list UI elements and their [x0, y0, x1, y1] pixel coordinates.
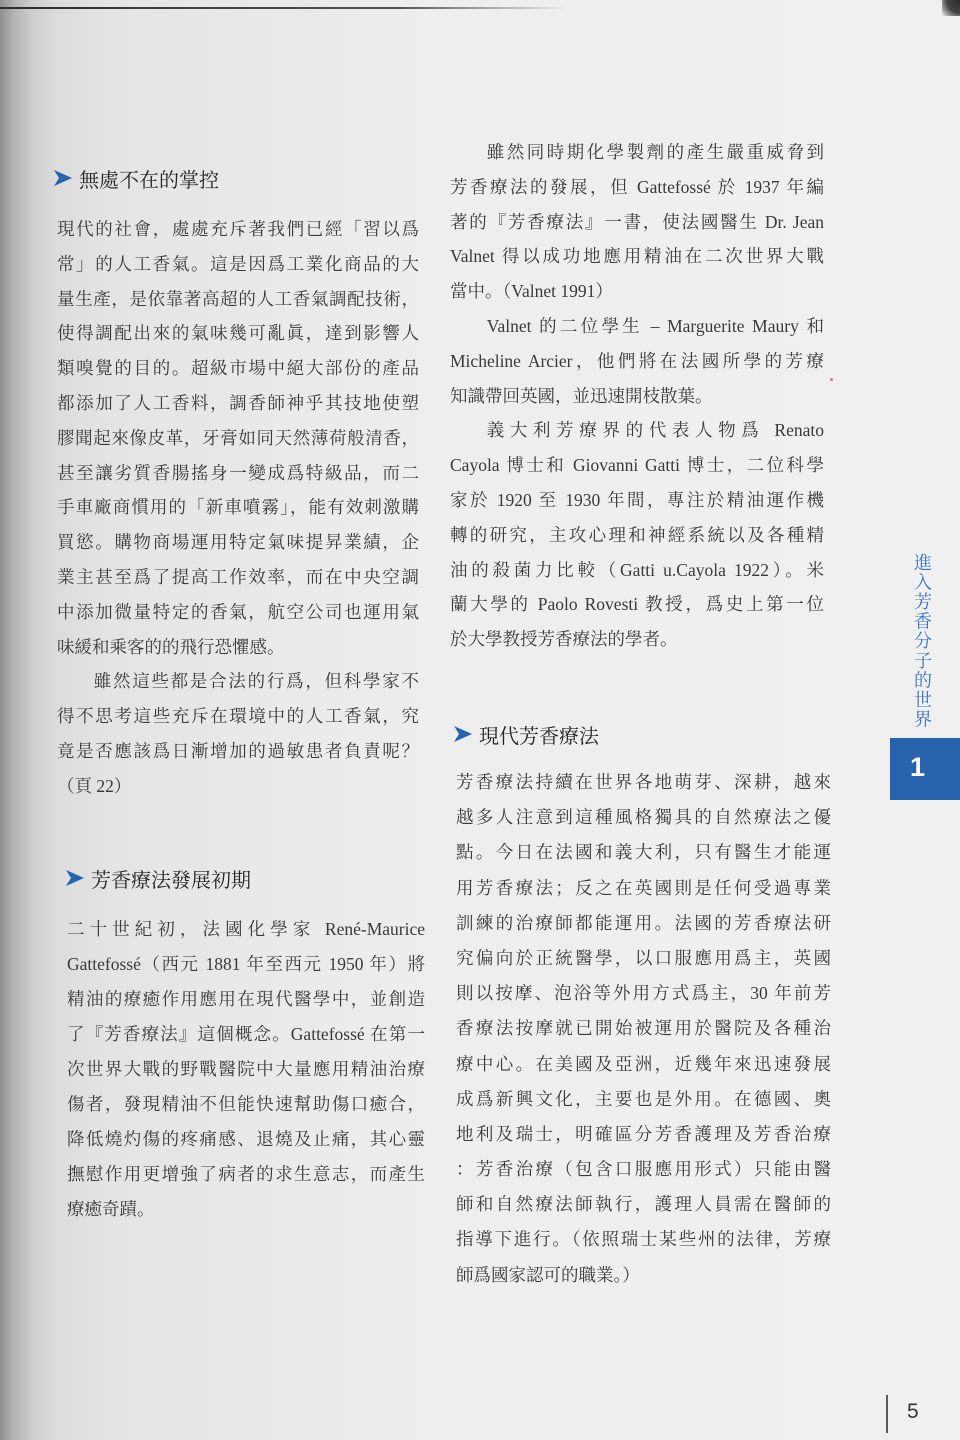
section-body: [57, 212, 419, 804]
text-line: 味緩和乘客的的飛行恐懼感。: [57, 636, 285, 657]
section-heading-text: 無處不在的掌控: [79, 169, 219, 192]
section-body: [450, 135, 824, 657]
section-heading: [54, 163, 219, 193]
text-line: 了『芳香療法』這個概念。Gattefossé 在第一: [67, 1024, 425, 1044]
text-line: 傷者，發現精油不但能快速幫助傷口癒合，: [67, 1094, 425, 1114]
chapter-number: 1: [910, 752, 926, 782]
text-line: 地利及瑞士，明確區分芳香護理及芳香治療: [456, 1123, 831, 1144]
text-line: 次世界大戰的野戰醫院中大量應用精油治療: [67, 1059, 425, 1079]
text-line: 點。今日在法國和義大利，只有醫生才能運: [456, 842, 831, 863]
text-line: 家於 1920 至 1930 年間，專注於精油運作機: [450, 489, 824, 510]
text-line: 義大利芳療界的代表人物爲 Renato: [486, 420, 824, 441]
text-line: 降低燒灼傷的疼痛感、退燒及止痛，其心靈: [67, 1129, 425, 1149]
paragraph: [450, 413, 824, 657]
text-line: 師爲國家認可的職業。）: [456, 1264, 640, 1285]
text-line: 芳香療法的發展，但 Gattefossé 於 1937 年編: [450, 176, 824, 197]
arrowhead-right-icon: [454, 725, 472, 743]
text-line: 指導下進行。（依照瑞士某些州的法律，芳療: [456, 1229, 831, 1250]
text-line: 使得調配出來的氣味幾可亂眞，達到影響人: [57, 323, 419, 344]
arrowhead-right-icon: [66, 869, 84, 887]
page-number-rule: [886, 1395, 888, 1433]
text-line: 香療法按摩就已開始被運用於醫院及各種治: [456, 1018, 831, 1039]
chapter-title-vertical: 進入芳香分子的世界: [911, 553, 932, 730]
text-line: 知識帶回英國，並迅速開枝散葉。: [450, 385, 713, 406]
text-line: Micheline Arcier，他們將在法國所學的芳療: [450, 350, 824, 371]
text-line: 蘭大學的 Paolo Rovesti 教授，爲史上第一位: [450, 594, 824, 615]
chapter-tab: [890, 738, 960, 800]
paragraph: [450, 135, 824, 309]
paragraph: [456, 765, 831, 1293]
text-line: 療中心。在美國及亞洲，近幾年來迅速發展: [456, 1053, 831, 1074]
text-line: 類嗅覺的目的。超級市場中絕大部份的產品: [57, 358, 419, 379]
text-line: Valnet 得以成功地應用精油在二次世界大戰: [450, 246, 824, 267]
section-heading-text: 芳香療法發展初期: [91, 869, 251, 892]
paragraph: [67, 912, 425, 1227]
text-line: 越多人注意到這種風格獨具的自然療法之優: [456, 807, 831, 828]
text-line: 中添加微量特定的香氣，航空公司也運用氣: [57, 601, 419, 622]
section-body: [456, 765, 831, 1293]
text-line: 療癒奇蹟。: [67, 1199, 155, 1219]
text-line: 用芳香療法；反之在英國則是任何受過專業: [456, 877, 831, 898]
text-line: 精油的療癒作用應用在現代醫學中，並創造: [67, 989, 425, 1009]
text-line: Cayola 博士和 Giovanni Gatti 博士，二位科學: [450, 455, 824, 476]
text-line: 訓練的治療師都能運用。法國的芳香療法研: [456, 912, 831, 933]
text-line: 量生產，是依靠著高超的人工香氣調配技術，: [57, 288, 419, 309]
text-line: 油的殺菌力比較（Gatti u.Cayola 1922）。米: [450, 559, 824, 580]
text-line: 雖然同時期化學製劑的產生嚴重威脅到: [486, 142, 824, 162]
text-line: 著的『芳香療法』一書，使法國醫生 Dr. Jean: [450, 211, 824, 232]
section-heading: [454, 719, 599, 749]
text-line: 常」的人工香氣。這是因爲工業化商品的大: [57, 253, 419, 274]
section-heading-text: 現代芳香療法: [479, 725, 599, 748]
text-line: 芳香療法持續在世界各地萌芽、深耕，越來: [456, 772, 831, 792]
text-line: Valnet 的二位學生 – Marguerite Maury 和: [486, 315, 824, 336]
scan-corner-shadow: [942, 0, 960, 16]
arrowhead-right-icon: [54, 169, 72, 187]
text-line: 轉的研究，主攻心理和神經系統以及各種精: [450, 524, 824, 545]
paragraph: [57, 664, 419, 803]
scan-edge-line: [0, 7, 570, 9]
page-number: 5: [907, 1400, 919, 1423]
text-line: ：芳香治療（包含口服應用形式）只能由醫: [456, 1159, 831, 1180]
text-line: 二十世紀初，法國化學家 René-Maurice: [67, 919, 425, 939]
text-line: 則以按摩、泡浴等外用方式爲主，30 年前芳: [456, 983, 831, 1004]
text-line: 成爲新興文化，主要也是外用。在德國、奧: [456, 1088, 831, 1109]
text-line: 都添加了人工香料，調香師神乎其技地使塑: [57, 392, 419, 413]
section-heading: [66, 863, 251, 893]
text-line: 甚至讓劣質香腸搖身一變成爲特級品，而二: [57, 462, 419, 483]
text-line: 手車廠商慣用的「新車噴霧」，能有效刺激購: [57, 497, 419, 518]
text-line: 得不思考這些充斥在環境中的人工香氣，究: [57, 706, 419, 727]
text-line: 雖然這些都是合法的行爲，但科學家不: [93, 671, 419, 692]
section-body: [67, 912, 425, 1227]
text-line: 於大學教授芳香療法的學者。: [450, 629, 678, 650]
text-line: 究偏向於正統醫學，以口服應用爲主，英國: [456, 947, 831, 968]
paragraph: [450, 309, 824, 413]
text-line: 師和自然療法師執行，護理人員需在醫師的: [456, 1194, 831, 1215]
text-line: Gattefossé（西元 1881 年至西元 1950 年）將: [67, 954, 425, 974]
text-line: （頁 22）: [57, 775, 132, 796]
scan-speck: [830, 378, 833, 381]
text-line: 現代的社會，處處充斥著我們已經「習以爲: [57, 219, 419, 239]
paragraph: [57, 212, 419, 664]
text-line: 竟是否應該爲日漸增加的過敏患者負責呢？: [57, 740, 419, 761]
text-line: 買慾。購物商場運用特定氣味提昇業績，企: [57, 532, 419, 553]
text-line: 當中。（Valnet 1991）: [450, 281, 613, 302]
text-line: 業主甚至爲了提高工作效率，而在中央空調: [57, 566, 419, 587]
text-line: 撫慰作用更增強了病者的求生意志，而產生: [67, 1164, 425, 1184]
text-line: 膠聞起來像皮革，牙膏如同天然薄荷般清香，: [57, 427, 419, 448]
